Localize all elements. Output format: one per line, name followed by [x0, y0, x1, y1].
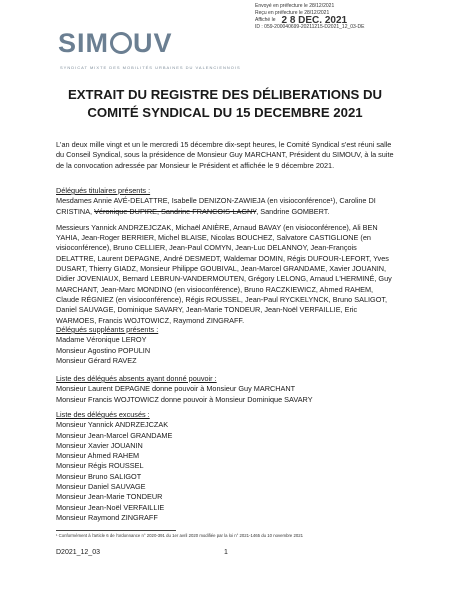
stamp-line-2: Reçu en préfecture le 28/12/2021: [255, 10, 330, 16]
intro-paragraph: L'an deux mille vingt et un le mercredi 15 décembre dix-sept heures, le Comité Syndical s'est réuni salle du Conseil Syndical, sous la présidence de Monsieur Guy MARCHANT, Président du SIMOUV, à la suite de la convocation adressée par Monsieur le Président et affichée le 9 décembre 2021.: [56, 140, 394, 170]
excuse-item: Monsieur Jean-Marcel GRANDAME: [56, 430, 173, 440]
excuse-item: Monsieur Bruno SALIGOT: [56, 471, 142, 481]
footnote: ¹ Conformément à l'article 6 de l'ordonnance n° 2020-391 du 1er avril 2020 modifiée par la loi n° 2021-1465 du 10 novembre 2021: [56, 533, 304, 538]
excuse-item: Monsieur Ahmed RAHEM: [56, 451, 140, 461]
footnote-separator: [56, 530, 176, 531]
excuse-item: Monsieur Régis ROUSSEL: [56, 461, 144, 471]
section-pouvoirs: [56, 374, 398, 405]
stamp-affiche-date: 2 8 DEC. 2021: [281, 15, 348, 26]
titulaires-mesdames: Mesdames Annie AVÉ-DELATTRE, Isabelle DENIZON-ZAWIEJA (en visioconférence¹), Caroline DI CRISTINA, Véronique DUPIRE, Sandrine FRANCOIS-LAGNY, Sandrine GOMBERT.: [56, 196, 376, 216]
section-suppleants: [56, 325, 398, 366]
prefecture-stamp: [255, 3, 445, 31]
stamp-line-3: [255, 17, 445, 24]
excuses-heading: Liste des délégués excusés :: [56, 410, 150, 419]
document-title-line-2: COMITÉ SYNDICAL DU 15 DECEMBRE 2021: [87, 105, 363, 120]
page-number: 1: [224, 549, 228, 556]
suppleants-heading: Délégués suppléants présents :: [56, 325, 159, 334]
suppleant-item: Monsieur Agostino POPULIN: [56, 345, 151, 355]
suppleant-item: Monsieur Gérard RAVEZ: [56, 355, 137, 365]
suppleant-item: Madame Véronique LEROY: [56, 335, 147, 345]
section-excuses: [56, 410, 398, 523]
excuse-item: Monsieur Raymond ZINGRAFF: [56, 512, 158, 522]
logo-tagline: SYNDICAT MIXTE DES MOBILITÉS URBAINES DU VALENCIENNOIS: [60, 65, 241, 70]
document-title-line-1: EXTRAIT DU REGISTRE DES DÉLIBERATIONS DU: [67, 87, 383, 102]
excuse-item: Monsieur Jean-Marie TONDEUR: [56, 492, 163, 502]
titulaires-messieurs: Messieurs Yannick ANDRZEJCZAK, Michaël ANIÈRE, Arnaud BAVAY (en visioconférence), Ali BEN YAHIA, Jean-Roger BERRIER, Michel BLAISE, Nicolas BOUCHEZ, Salvatore CASTIGLIONE (en visioconférence), Bruno CELLIER, Jean-Paul COMYN, Jean-Luc DELANNOY, Jean-François DELATTRE, Laurent DEPAGNE, André DESMEDT, Waldemar DOMIN, Régis DUFOUR-LEFORT, Yves DUSART, Thierry GIADZ, Monsieur Philippe GOUBIVAL, Jean-Marcel GRANDAME, Xavier JOUANIN, Didier JOVENIAUX, Bernard LEBRUN-VANDERMOUTEN, Grégory LELONG, Arnaud L'HERMINÉ, Guy MARCHANT, Jean-Marc MONDINO (en visioconférence), Bruno RACZKIEWICZ, Ahmed RAHEM, Claude RÉGNIEZ (en visioconférence), Régis ROUSSEL, Jean-Paul RYCKELYNCK, Bruno SALIGOT, Daniel SAUVAGE, Dominique SAVARY, Jean-Marie TONDEUR, Jean-Noël VERFAILLIE, Eric WARMOES, Francis WOJTOWICZ, Raymond ZINGRAFF.: [56, 222, 392, 325]
pouvoirs-heading: Liste des délégués absents ayant donné pouvoir :: [56, 374, 217, 383]
excuse-item: Monsieur Xavier JOUANIN: [56, 440, 143, 450]
logo-o-ring: [110, 32, 132, 54]
stamp-affiche-label: Affiché le: [255, 17, 276, 23]
document-reference: D2021_12_03: [56, 549, 100, 556]
section-titulaires: [56, 186, 398, 326]
simouv-logo: SIM UV: [58, 28, 173, 58]
excuse-item: Monsieur Yannick ANDRZEJCZAK: [56, 420, 169, 430]
stamp-line-1: Envoyé en préfecture le 28/12/2021: [255, 3, 335, 9]
excuse-item: Monsieur Daniel SAUVAGE: [56, 482, 146, 492]
pouvoir-item: Monsieur Francis WOJTOWICZ donne pouvoir à Monsieur Dominique SAVARY: [56, 394, 313, 404]
excuse-item: Monsieur Jean-Noël VERFAILLIE: [56, 502, 165, 512]
stamp-line-4: ID : 059-200040699-20211215-D2021_12_03-DE: [255, 24, 365, 30]
titulaires-heading: Délégués titulaires présents :: [56, 186, 151, 195]
pouvoir-item: Monsieur Laurent DEPAGNE donne pouvoir à Monsieur Guy MARCHANT: [56, 384, 296, 394]
